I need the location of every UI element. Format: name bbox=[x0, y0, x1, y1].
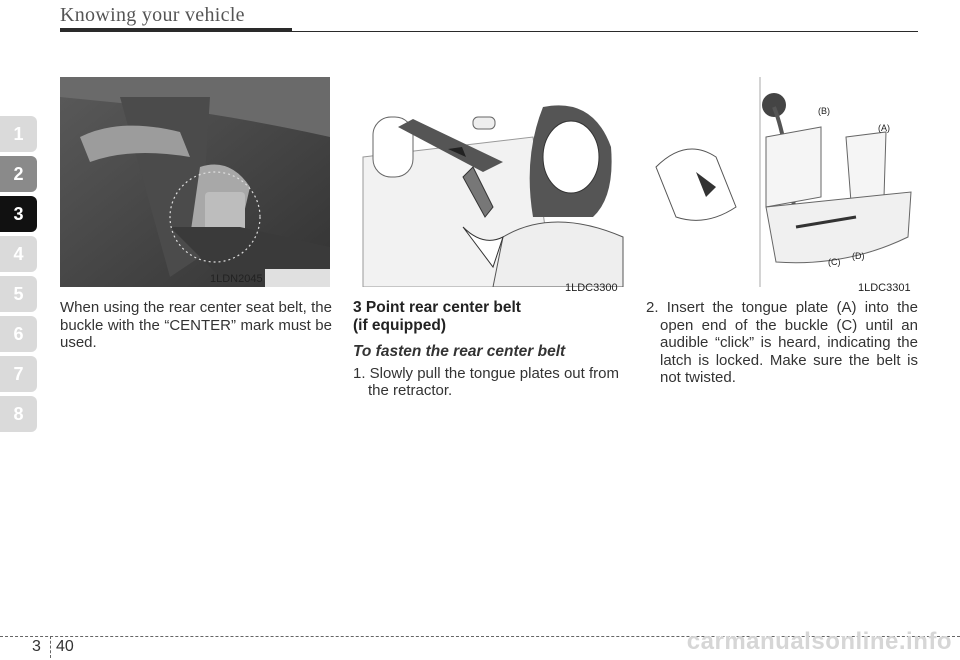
footer-divider bbox=[50, 636, 51, 658]
watermark: carmanualsonline.info bbox=[686, 628, 952, 655]
chapter-tab-7[interactable]: 7 bbox=[0, 356, 37, 392]
label-d: (D) bbox=[852, 251, 865, 261]
chapter-tab-2[interactable]: 2 bbox=[0, 156, 37, 192]
chapter-tab-6[interactable]: 6 bbox=[0, 316, 37, 352]
text-column-1 bbox=[60, 299, 332, 352]
figure-code: 1LDN2045 bbox=[210, 273, 263, 285]
page-number: 40 bbox=[56, 638, 74, 655]
chapter-tabs bbox=[0, 116, 37, 436]
label-a: (A) bbox=[878, 123, 890, 133]
pull-belt-drawing bbox=[353, 77, 625, 287]
heading-line: (if equipped) bbox=[353, 316, 446, 334]
chapter-tab-3[interactable]: 3 bbox=[0, 196, 37, 232]
chapter-tab-8[interactable]: 8 bbox=[0, 396, 37, 432]
chapter-tab-5[interactable]: 5 bbox=[0, 276, 37, 312]
subheading: To fasten the rear center belt bbox=[353, 343, 566, 360]
step-1: 1. Slowly pull the tongue plates out from the retractor. bbox=[353, 364, 619, 399]
section-heading bbox=[353, 299, 625, 334]
figure-buckle-diagram bbox=[646, 77, 918, 287]
text-column-2 bbox=[353, 299, 625, 400]
paragraph: When using the rear center seat belt, the buckle with the “CENTER” mark must be used. bbox=[60, 299, 332, 351]
heading-line: 3 Point rear center belt bbox=[353, 299, 521, 316]
label-b: (B) bbox=[818, 106, 830, 116]
chapter-number: 3 bbox=[32, 638, 41, 655]
figure-code: 1LDC3301 bbox=[858, 282, 911, 294]
text-column-3 bbox=[646, 299, 918, 387]
buckle-insertion-drawing bbox=[646, 77, 918, 287]
header-rule bbox=[60, 31, 918, 32]
buckle-photo-illustration bbox=[60, 77, 330, 287]
label-c: (C) bbox=[828, 257, 841, 267]
figure-code: 1LDC3300 bbox=[565, 282, 618, 294]
chapter-tab-4[interactable]: 4 bbox=[0, 236, 37, 272]
section-title: Knowing your vehicle bbox=[60, 4, 245, 26]
chapter-tab-1[interactable]: 1 bbox=[0, 116, 37, 152]
figure-center-buckle-photo bbox=[60, 77, 330, 287]
step-2: 2. Insert the tongue plate (A) into the open end of the buckle (C) until an audible “click” is heard, indicating the latch is locked. Make sure the belt is not twisted. bbox=[646, 299, 918, 386]
figure-pull-belt-illustration bbox=[353, 77, 625, 287]
